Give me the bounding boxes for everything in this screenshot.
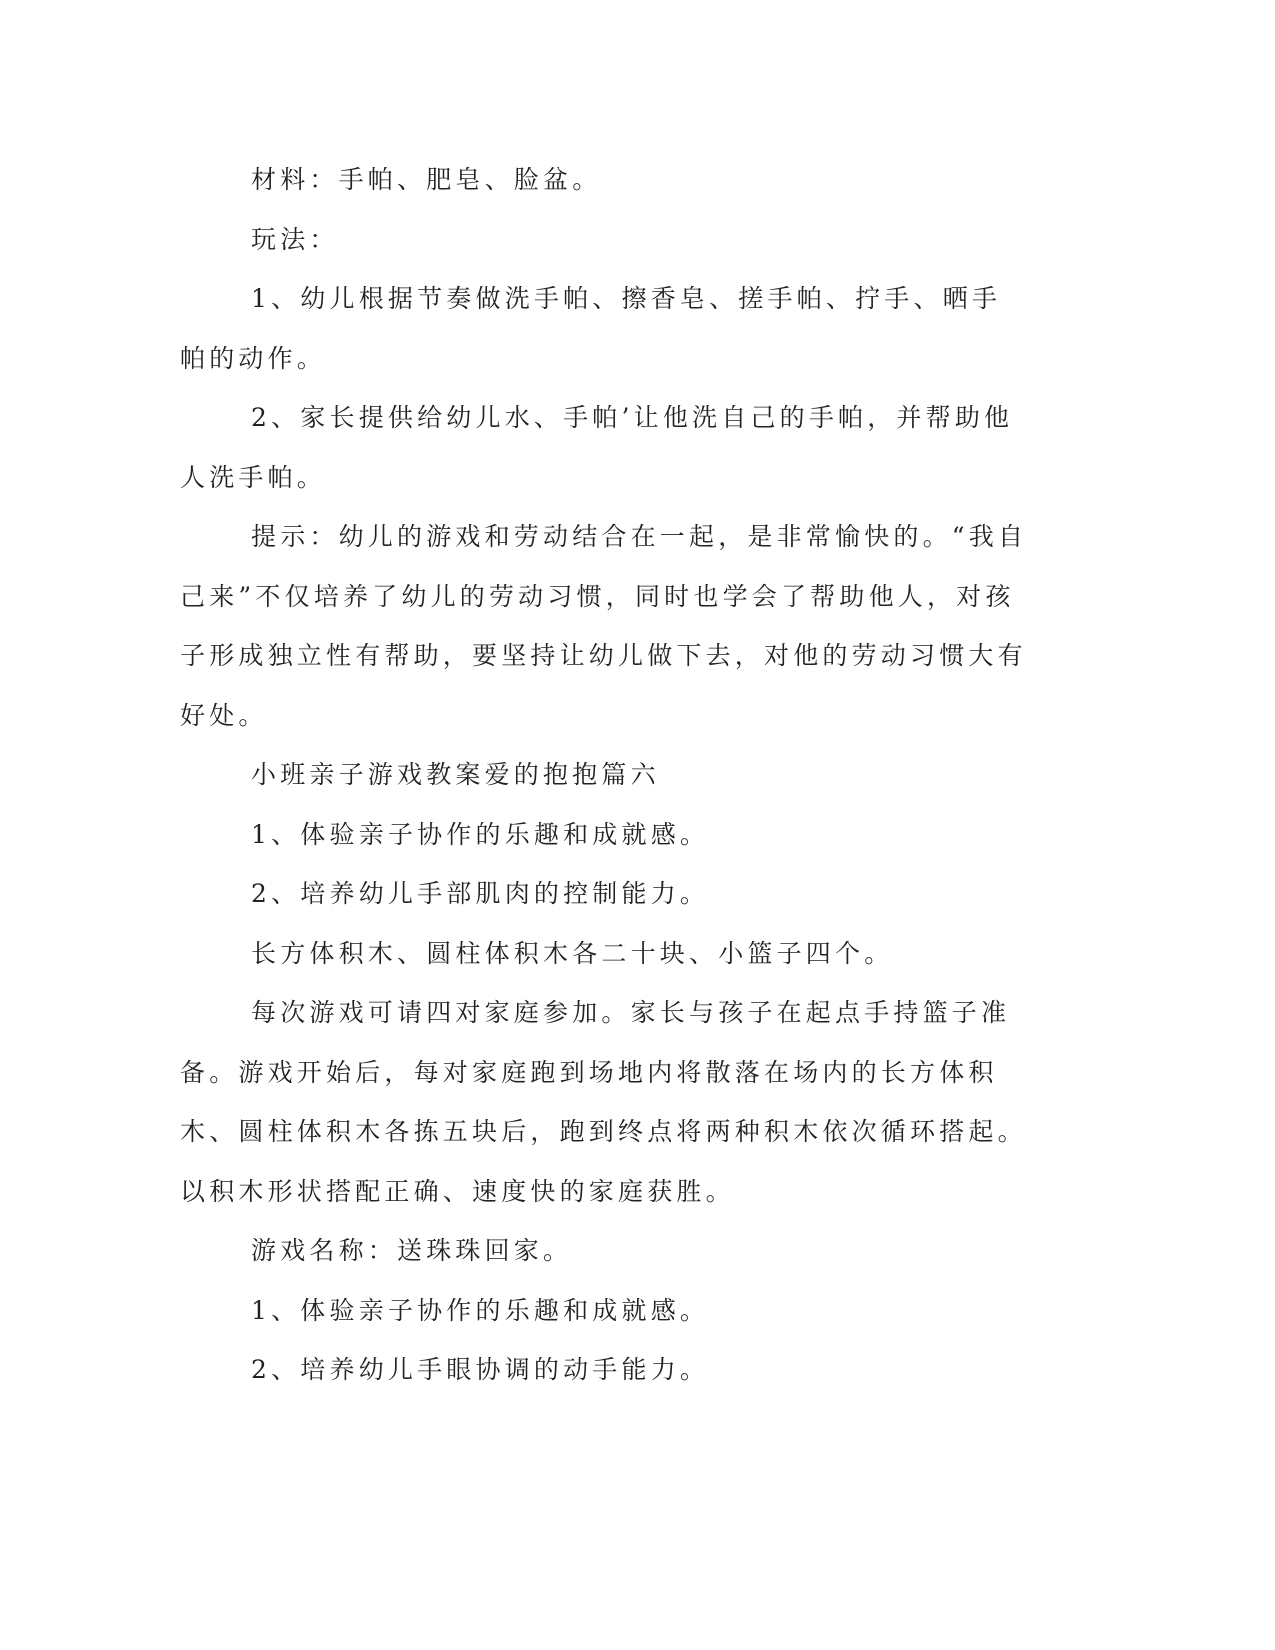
paragraph-goal-3: 1、体验亲子协作的乐趣和成就感。 — [251, 1295, 710, 1325]
paragraph-materials: 材料：手帕、肥皂、脸盆。 — [251, 165, 602, 194]
paragraph-game-name: 游戏名称：送珠珠回家。 — [251, 1236, 573, 1265]
paragraph-step-2: 2、家长提供给幼儿水、手帕’让他洗自己的手帕，并帮助他人洗手帕。 — [180, 403, 1014, 492]
section-title: 小班亲子游戏教案爱的抱抱篇六 — [251, 760, 660, 789]
paragraph-game-rules: 每次游戏可请四对家庭参加。家长与孩子在起点手持篮子准备。游戏开始后，每对家庭跑到场地内将散落在场内的长方体积木、圆柱体积木各拣五块后，跑到终点将两种积木依次循环搭起。以积木形状搭配正确、速度快的家庭获胜。 — [180, 998, 1027, 1206]
paragraph-goal-2: 2、培养幼儿手部肌肉的控制能力。 — [251, 879, 710, 908]
paragraph-goal-4: 2、培养幼儿手眼协调的动手能力。 — [251, 1355, 710, 1384]
paragraph-goal-1: 1、体验亲子协作的乐趣和成就感。 — [251, 819, 710, 849]
paragraph-tip: 提示：幼儿的游戏和劳动结合在一起，是非常愉快的。“我自己来”不仅培养了幼儿的劳动习惯，同时也学会了帮助他人，对孩子形成独立性有帮助，要坚持让幼儿做下去，对他的劳动习惯大有好处。 — [180, 522, 1028, 730]
paragraph-materials-blocks: 长方体积木、圆柱体积木各二十块、小篮子四个。 — [251, 938, 894, 968]
paragraph-step-1: 1、幼儿根据节奏做洗手帕、擦香皂、搓手帕、拧手、晒手帕的动作。 — [180, 284, 1002, 373]
document-body — [180, 150, 1030, 1400]
paragraph-method-heading: 玩法： — [251, 224, 339, 254]
